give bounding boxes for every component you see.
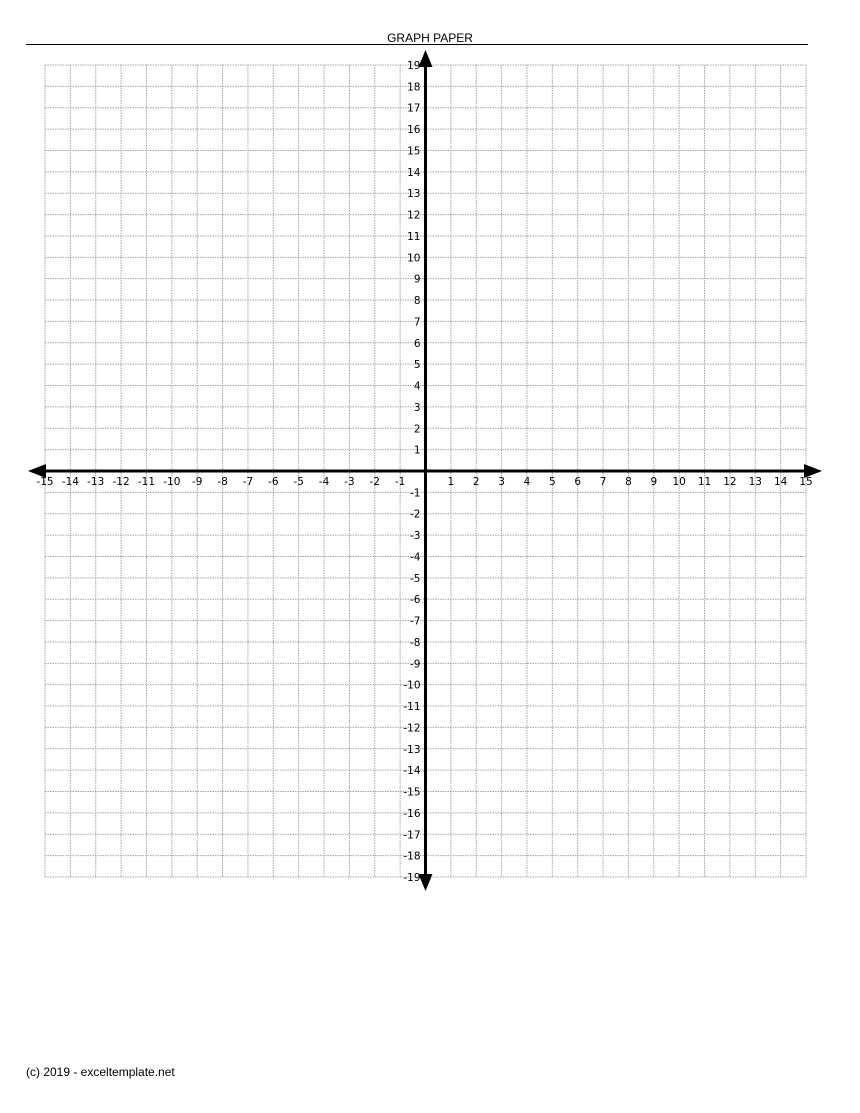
y-tick-label: -7 bbox=[410, 615, 421, 628]
x-tick-label: 7 bbox=[599, 476, 607, 488]
axes bbox=[28, 50, 822, 891]
y-tick-label: -4 bbox=[410, 551, 421, 564]
x-tick-label: 14 bbox=[773, 476, 788, 488]
x-tick-label: -7 bbox=[242, 476, 254, 488]
y-tick-label: 9 bbox=[413, 273, 421, 286]
y-tick-label: 10 bbox=[407, 252, 421, 265]
y-tick-label: -16 bbox=[403, 807, 421, 820]
y-tick-label: -19 bbox=[403, 872, 421, 884]
x-tick-label: -2 bbox=[369, 476, 381, 488]
y-tick-label: 17 bbox=[407, 102, 421, 115]
y-tick-label: 13 bbox=[407, 188, 421, 201]
y-tick-label: 16 bbox=[407, 124, 421, 137]
x-tick-label: 15 bbox=[799, 476, 813, 488]
y-tick-label: 11 bbox=[407, 230, 421, 243]
y-tick-label: 8 bbox=[413, 295, 421, 308]
y-tick-label: 3 bbox=[413, 401, 421, 414]
x-tick-label: 5 bbox=[548, 476, 556, 488]
y-tick-label: -1 bbox=[410, 487, 421, 500]
x-tick-label: -15 bbox=[36, 476, 54, 488]
x-tick-label: 9 bbox=[650, 476, 658, 488]
y-tick-label: 14 bbox=[407, 166, 421, 179]
x-tick-label: -6 bbox=[268, 476, 279, 488]
y-tick-label: -5 bbox=[410, 572, 421, 585]
x-tick-label: 2 bbox=[472, 476, 480, 488]
x-tick-label: -12 bbox=[112, 476, 130, 488]
x-tick-label: -9 bbox=[191, 476, 203, 488]
y-tick-label: -10 bbox=[403, 679, 421, 692]
x-tick-label: 12 bbox=[723, 476, 737, 488]
y-tick-label: -3 bbox=[410, 530, 421, 543]
y-tick-label: 5 bbox=[413, 359, 421, 372]
x-tick-label: 6 bbox=[574, 476, 582, 488]
y-tick-label: -11 bbox=[403, 701, 421, 714]
arrow-down-icon bbox=[419, 874, 433, 891]
y-tick-label: 18 bbox=[407, 81, 421, 94]
x-tick-label: -8 bbox=[217, 476, 228, 488]
x-tick-label: -3 bbox=[344, 476, 355, 488]
x-tick-label: -11 bbox=[137, 476, 156, 488]
x-tick-label: 4 bbox=[523, 476, 531, 488]
y-tick-label: 4 bbox=[413, 380, 421, 393]
page-title-text: GRAPH PAPER bbox=[387, 31, 473, 45]
y-tick-label: -2 bbox=[410, 508, 421, 521]
x-tick-label: 13 bbox=[748, 476, 762, 488]
y-tick-label: -13 bbox=[403, 743, 421, 756]
x-tick-label: 8 bbox=[625, 476, 632, 488]
y-tick-label: -14 bbox=[403, 765, 421, 778]
x-tick-label: -1 bbox=[394, 476, 406, 488]
y-tick-label: -17 bbox=[403, 829, 421, 842]
x-tick-label: -14 bbox=[61, 476, 79, 488]
y-tick-label: 12 bbox=[407, 209, 421, 222]
y-tick-label: -6 bbox=[410, 594, 421, 607]
x-tick-label: 1 bbox=[447, 476, 455, 488]
x-tick-label: -5 bbox=[293, 476, 304, 488]
x-tick-label: 3 bbox=[498, 476, 505, 488]
x-tick-label: -4 bbox=[318, 476, 330, 488]
y-tick-label: -12 bbox=[403, 722, 421, 735]
y-tick-label: -15 bbox=[403, 786, 421, 799]
y-tick-label: 1 bbox=[413, 444, 421, 457]
y-tick-label: 7 bbox=[413, 316, 421, 329]
y-tick-label: 19 bbox=[407, 60, 421, 72]
x-tick-label: -13 bbox=[87, 476, 105, 488]
y-tick-label: -9 bbox=[410, 658, 421, 671]
y-tick-label: 2 bbox=[413, 423, 421, 436]
copyright-footer: (c) 2019 - exceltemplate.net bbox=[26, 1065, 175, 1079]
y-tick-label: 15 bbox=[407, 145, 421, 158]
x-tick-label: 11 bbox=[697, 476, 712, 488]
y-tick-label: -18 bbox=[403, 850, 421, 863]
x-tick-label: -10 bbox=[163, 476, 181, 488]
y-tick-label: -8 bbox=[410, 636, 421, 649]
x-tick-label: 10 bbox=[672, 476, 686, 488]
arrow-up-icon bbox=[419, 50, 433, 67]
y-tick-label: 6 bbox=[413, 337, 421, 350]
